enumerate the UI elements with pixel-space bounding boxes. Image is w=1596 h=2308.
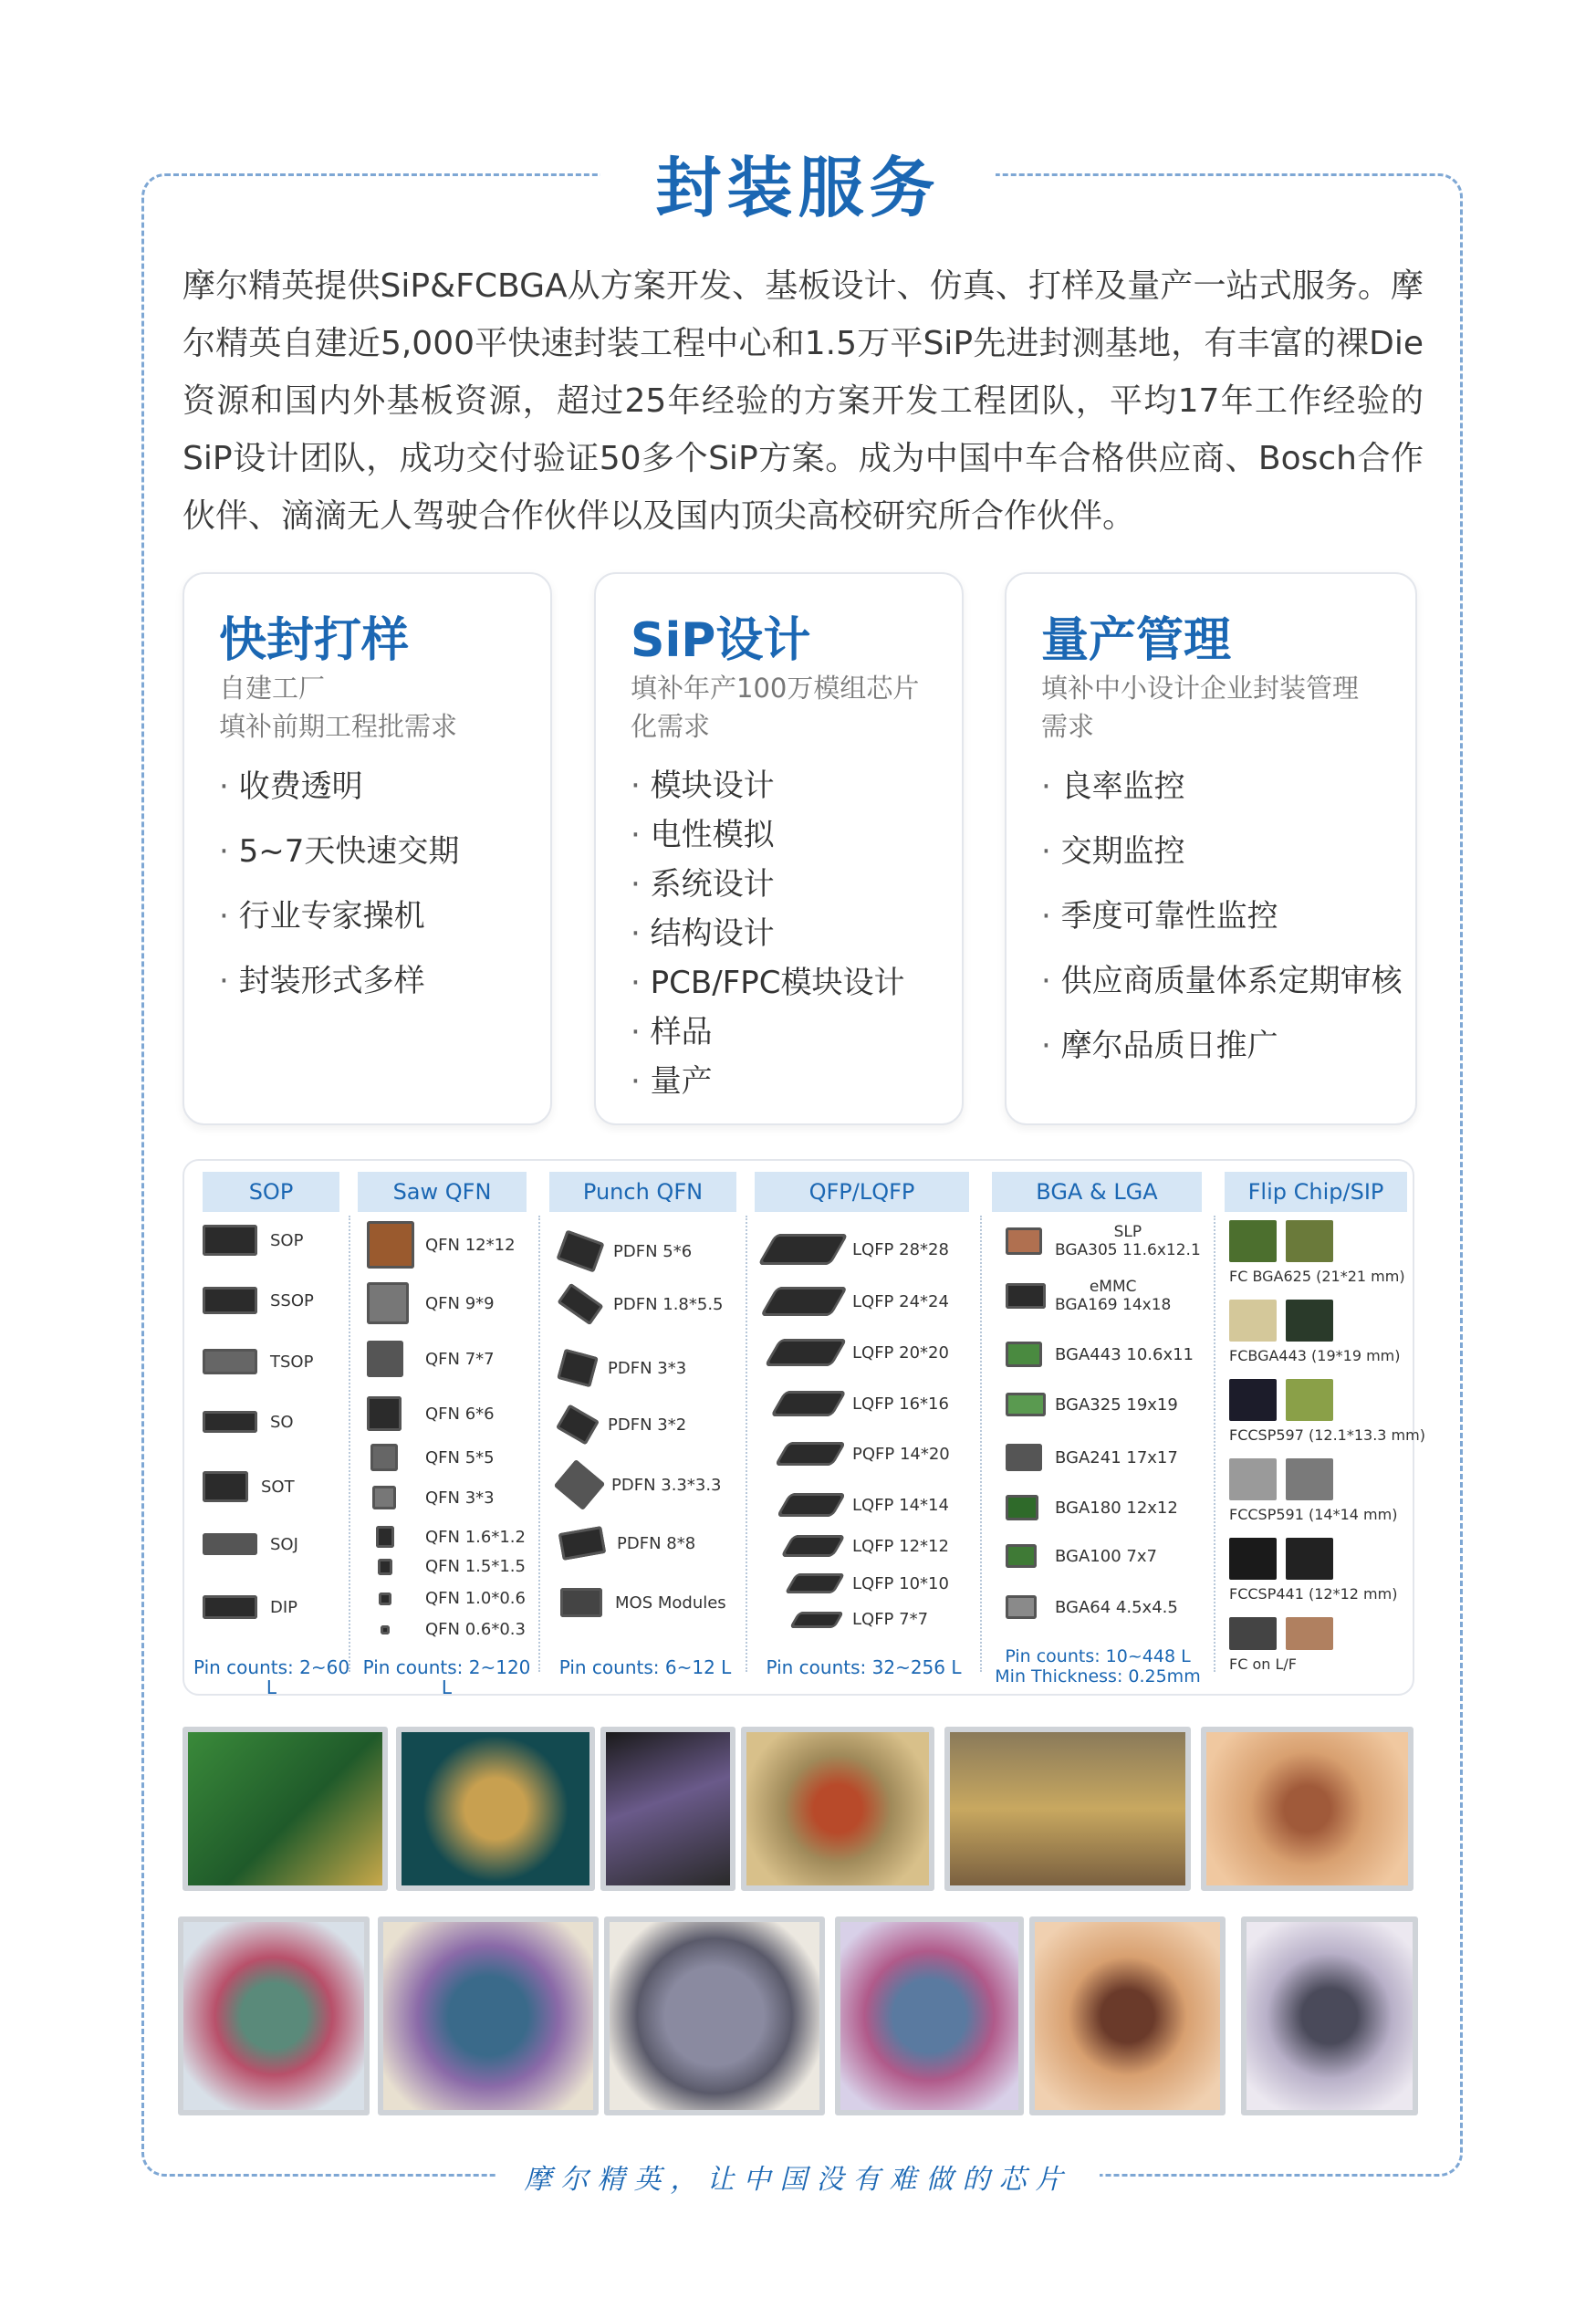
package-item: QFN 3*3	[372, 1486, 495, 1509]
package-label: FCCSP597 (12.1*13.3 mm)	[1229, 1426, 1425, 1444]
list-item: · 样品	[631, 1008, 904, 1057]
package-item: PDFN 3*3	[560, 1352, 686, 1384]
card-subtitle: 填补中小设计企业封装管理 需求	[1041, 673, 1360, 742]
list-item: · 收费透明	[219, 761, 459, 806]
intro-paragraph: 摩尔精英提供SiP&FCBGA从方案开发、基板设计、仿真、打样及量产一站式服务。摩尔精英自建近5,000平快速封装工程中心和1.5万平SiP先进封测基地，有丰富的裸Die资源和国内外基板资源，超过25年经验的方案开发工程团队，平均17年工作经验的SiP设计团队，成功交付验证50多个SiP方案。成为中国中车合格供应商、Bosch合作伙伴、滴滴无人驾驶合作伙伴以及国内顶尖高校研究所合作伙伴。	[183, 267, 1424, 535]
page-title: 封装服务	[0, 135, 1596, 230]
header-saw-qfn: Saw QFN	[358, 1172, 527, 1212]
card-mass-production	[1005, 572, 1417, 1125]
package-item: QFN 1.0*0.6	[379, 1589, 526, 1608]
pin-count: Pin counts: 10~448 L Min Thickness: 0.25mm	[995, 1646, 1201, 1687]
header-qfp: QFP/LQFP	[755, 1172, 969, 1212]
package-item: BGA100 7x7	[1006, 1544, 1157, 1568]
list-item: · 量产	[631, 1057, 904, 1106]
package-item: DIP	[203, 1595, 297, 1619]
column-divider	[1214, 1216, 1215, 1672]
product-photo	[835, 1916, 1024, 2115]
package-item: QFN 0.6*0.3	[381, 1620, 526, 1639]
package-item: eMMC BGA169 14x18	[1006, 1278, 1171, 1314]
package-item: QFN 1.6*1.2	[376, 1526, 526, 1548]
card-title: 快封打样	[219, 613, 410, 668]
product-photo	[741, 1727, 934, 1891]
package-item: BGA241 17x17	[1006, 1444, 1178, 1471]
flip-chip-grid	[1229, 1220, 1425, 1687]
package-item: SSOP	[203, 1287, 314, 1314]
package-label: FCCSP441 (12*12 mm)	[1229, 1585, 1398, 1603]
card-subtitle: 自建工厂 填补前期工程批需求	[219, 673, 458, 742]
package-item: LQFP 10*10	[790, 1573, 949, 1593]
pin-count: Pin counts: 32~256 L	[766, 1656, 962, 1678]
card-title: SiP设计	[631, 613, 811, 668]
pin-count: Pin counts: 2~120 L	[362, 1656, 531, 1698]
package-item: PDFN 3*2	[560, 1411, 686, 1438]
card-subtitle: 填补年产100万模组芯片 化需求	[631, 673, 920, 742]
package-label: FC on L/F	[1229, 1655, 1297, 1673]
package-item: TSOP	[203, 1349, 313, 1374]
package-item: LQFP 14*14	[783, 1493, 949, 1517]
slogan: 摩尔精英，让中国没有难做的芯片	[0, 2157, 1596, 2197]
package-item: QFN 1.5*1.5	[378, 1557, 526, 1576]
column-divider	[538, 1216, 540, 1672]
header-bga: BGA & LGA	[992, 1172, 1202, 1212]
card-sip-design	[594, 572, 964, 1125]
package-item: SOJ	[203, 1533, 298, 1555]
package-label: FCBGA443 (19*19 mm)	[1229, 1347, 1401, 1364]
package-item: SLP BGA305 11.6x12.1	[1006, 1223, 1201, 1259]
package-item: LQFP 24*24	[768, 1287, 949, 1316]
package-item: LQFP 7*7	[794, 1610, 928, 1629]
product-photo	[1241, 1916, 1418, 2115]
package-item: QFN 12*12	[367, 1221, 516, 1269]
pin-count: Pin counts: 2~60 L	[193, 1656, 350, 1698]
package-item: PDFN 5*6	[560, 1236, 692, 1267]
product-photo	[600, 1727, 735, 1891]
card-fast-packaging	[183, 572, 552, 1125]
list-item: · 良率监控	[1041, 761, 1403, 806]
column-divider	[980, 1216, 982, 1672]
package-item: SOT	[203, 1471, 295, 1502]
product-photo	[396, 1727, 595, 1891]
card-list	[631, 761, 904, 1106]
package-label: FCCSP591 (14*14 mm)	[1229, 1506, 1398, 1523]
list-item: · 摩尔品质日推广	[1041, 1020, 1403, 1065]
package-item: MOS Modules	[560, 1588, 726, 1617]
package-item: BGA325 19x19	[1006, 1393, 1178, 1416]
list-item: · 5~7天快速交期	[219, 826, 459, 871]
product-photo	[183, 1727, 388, 1891]
package-item: PDFN 3.3*3.3	[560, 1467, 722, 1502]
product-photo	[378, 1916, 599, 2115]
header-flip-chip: Flip Chip/SIP	[1225, 1172, 1407, 1212]
package-item: BGA443 10.6x11	[1006, 1342, 1194, 1367]
list-item: · 行业专家操机	[219, 891, 459, 935]
column-divider	[746, 1216, 747, 1672]
package-item: QFN 5*5	[370, 1444, 495, 1471]
package-item: SO	[203, 1411, 294, 1433]
package-item: LQFP 16*16	[777, 1391, 949, 1416]
card-title: 量产管理	[1041, 613, 1232, 668]
product-photo	[1201, 1727, 1413, 1891]
product-photo	[178, 1916, 370, 2115]
list-item: · PCB/FPC模块设计	[631, 958, 904, 1008]
package-item: BGA180 12x12	[1006, 1495, 1178, 1520]
product-photo	[944, 1727, 1191, 1891]
card-list	[1041, 761, 1403, 1065]
package-item: SOP	[203, 1225, 303, 1256]
column-divider	[349, 1216, 350, 1672]
list-item: · 系统设计	[631, 860, 904, 909]
package-table	[183, 1159, 1425, 1698]
package-item: QFN 9*9	[367, 1282, 495, 1324]
card-list	[219, 761, 459, 1000]
package-item: QFN 7*7	[367, 1341, 495, 1377]
list-item: · 模块设计	[631, 761, 904, 810]
list-item: · 供应商质量体系定期审核	[1041, 956, 1403, 1000]
package-item: PDFN 1.8*5.5	[560, 1292, 724, 1316]
product-photo	[604, 1916, 825, 2115]
list-item: · 封装形式多样	[219, 956, 459, 1000]
header-punch-qfn: Punch QFN	[549, 1172, 736, 1212]
list-item: · 交期监控	[1041, 826, 1403, 871]
package-item: PDFN 8*8	[560, 1530, 695, 1557]
list-item: · 电性模拟	[631, 810, 904, 860]
list-item: · 季度可靠性监控	[1041, 891, 1403, 935]
package-label: FC BGA625 (21*21 mm)	[1229, 1268, 1405, 1285]
package-item: LQFP 20*20	[772, 1339, 949, 1366]
package-item: LQFP 12*12	[787, 1535, 949, 1557]
package-item: QFN 6*6	[367, 1396, 495, 1431]
pin-count: Pin counts: 6~12 L	[558, 1656, 732, 1678]
package-item: BGA64 4.5x4.5	[1006, 1595, 1178, 1619]
list-item: · 结构设计	[631, 909, 904, 958]
package-item: PQFP 14*20	[781, 1442, 950, 1466]
product-photo	[1029, 1916, 1226, 2115]
header-sop: SOP	[203, 1172, 339, 1212]
package-item: LQFP 28*28	[767, 1234, 949, 1265]
